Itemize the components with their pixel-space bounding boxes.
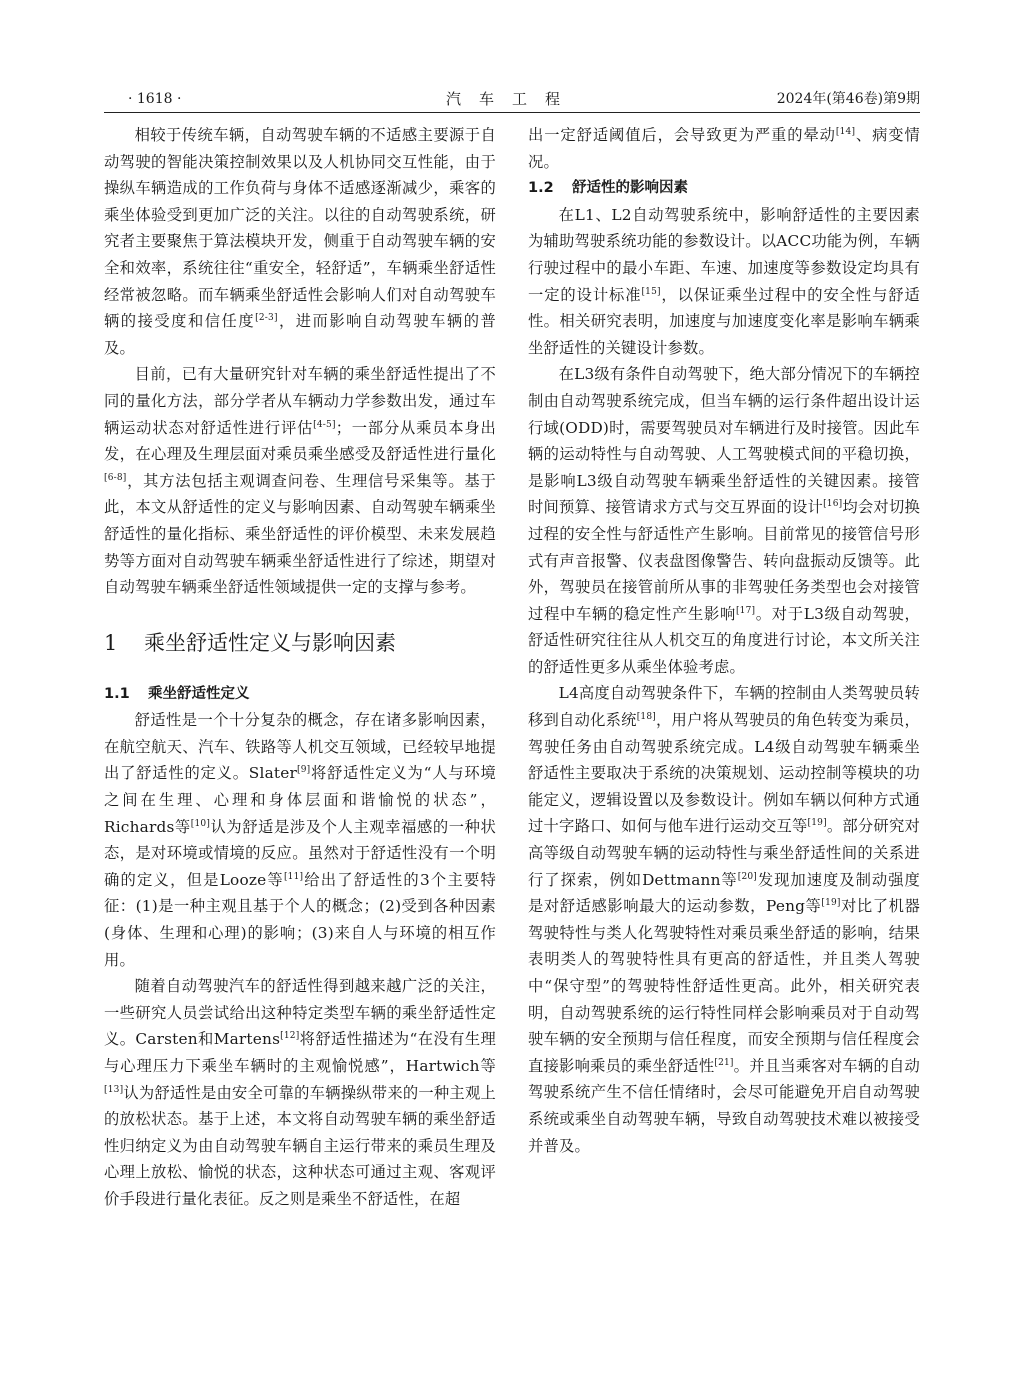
citation[interactable]: [17] xyxy=(735,605,756,616)
paragraph-l3: 在L3级有条件自动驾驶下，绝大部分情况下的车辆控制由自动驾驶系统完成，但当车辆的运行条件超出设计运行域(ODD)时，需要驾驶员对车辆进行及时接管。因此车辆的运动特性与自动驾驶、人工驾驶模式间的平稳切换，是影响L3级自动驾驶车辆乘坐舒适性的关键因素。接管时间预算、接管请求方式与交互界面的设计[16]均会对切换过程的安全性与舒适性产生影响。目前常见的接管信号形式有声音报警、仪表盘图像警告、转向盘振动反馈等。此外，驾驶员在接管前所从事的非驾驶任务类型也会对接管过程中车辆的稳定性产生影响[17]。对于L3级自动驾驶，舒适性研究往往从人机交互的角度进行讨论，本文所关注的舒适性更多从乘坐体验考虑。 xyxy=(528,365,920,676)
paragraph-intro-1: 相较于传统车辆，自动驾驶车辆的不适感主要源于自动驾驶的智能决策控制效果以及人机协同交互性能，由于操纵车辆造成的工作负荷与身体不适感逐渐减少，乘客的乘坐体验受到更加广泛的关注。以往的自动驾驶系统，研究者主要聚焦于算法模块开发，侧重于自动驾驶车辆的安全和效率，系统往往“重安全，轻舒适”，车辆乘坐舒适性经常被忽略。而车辆乘坐舒适性会影响人们对自动驾驶车辆的接受度和信任度[2-3]，进而影响自动驾驶车辆的普及。 xyxy=(104,126,496,357)
paragraph-l4: L4高度自动驾驶条件下，车辆的控制由人类驾驶员转移到自动化系统[18]，用户将从驾驶员的角色转变为乘员，驾驶任务由自动驾驶系统完成。L4级自动驾驶车辆乘坐舒适性主要取决于系统的决策规划、运动控制等模块的功能定义，逻辑设置以及参数设计。例如车辆以何种方式通过十字路口、如何与他车进行运动交互等[19]。部分研究对高等级自动驾驶车辆的运动特性与乘坐舒适性间的关系进行了探索，例如Dettmann等[20]发现加速度及制动强度是对舒适感影响最大的运动参数，Peng等[19]对比了机器驾驶特性与类人化驾驶特性对乘员乘坐舒适的影响，结果表明类人的驾驶特性具有更高的舒适性，并且类人驾驶中“保守型”的驾驶特性舒适性更高。此外，相关研究表明，自动驾驶系统的运行特性同样会影响乘员对于自动驾驶车辆的安全预期与信任程度，而安全预期与信任程度会直接影响乘员的乘坐舒适性[21]。并且当乘客对车辆的自动驾驶系统产生不信任情绪时，会尽可能避免开启自动驾驶系统或乘坐自动驾驶车辆，导致自动驾驶技术难以被接受并普及。 xyxy=(528,684,921,1155)
paragraph-definition-2: 随着自动驾驶汽车的舒适性得到越来越广泛的关注，一些研究人员尝试给出这种特定类型车辆的乘坐舒适性定义。Carsten和Martens[12]将舒适性描述为“在没有生理与心理压力下乘坐车辆时的主观愉悦感”，Hartwich等[13]认为舒适性是由安全可靠的车辆操纵带来的一种主观上的放松状态。基于上述，本文将自动驾驶车辆的乘坐舒适性归纳定义为由自动驾驶车辆自主运行带来的乘员生理及心理上放松、愉悦的状态，这种状态可通过主观、客观评价手段进行量化表征。反之则是乘坐不舒适性，在超 xyxy=(104,977,497,1208)
citation[interactable]: [11] xyxy=(283,871,304,882)
subsection-heading-1-2: 1.2 舒适性的影响因素 xyxy=(528,180,688,197)
citation[interactable]: [6-8] xyxy=(104,472,127,483)
right-column xyxy=(528,122,920,1159)
paragraph-definition-1: 舒适性是一个十分复杂的概念，存在诸多影响因素，在航空航天、汽车、铁路等人机交互领域，已经较早地提出了舒适性的定义。Slater[9]将舒适性定义为“人与环境之间在生理、心理和身体层面和谐愉悦的状态”，Richards等[10]认为舒适是涉及个人主观幸福感的一种状态，是对环境或情境的反应。虽然对于舒适性没有一个明确的定义，但是Looze等[11]给出了舒适性的3个主要特征：(1)是一种主观且基于个人的概念；(2)受到各种因素(身体、生理和心理)的影响；(3)来自人与环境的相互作用。 xyxy=(104,711,496,969)
citation[interactable]: [15] xyxy=(641,286,661,297)
citation[interactable]: [19] xyxy=(807,818,827,829)
left-column xyxy=(104,122,496,1213)
citation[interactable]: [16] xyxy=(823,499,843,510)
paragraph-continued: 出一定舒适阈值后，会导致更为严重的晕动[14]、病变情况。 xyxy=(528,126,920,171)
citation[interactable]: [2-3] xyxy=(255,313,278,324)
citation[interactable]: [4-5] xyxy=(313,419,336,430)
citation[interactable]: [14] xyxy=(835,127,856,137)
citation[interactable]: [21] xyxy=(714,1057,734,1068)
header-rule xyxy=(104,112,920,113)
citation[interactable]: [13] xyxy=(104,1084,124,1095)
section-heading-1: 1 乘坐舒适性定义与影响因素 xyxy=(104,630,396,655)
citation[interactable]: [18] xyxy=(636,712,656,723)
page-number: · 1618 · xyxy=(128,91,182,107)
citation[interactable]: [9] xyxy=(297,765,311,776)
subsection-heading-1-1: 1.1 乘坐舒适性定义 xyxy=(104,685,250,702)
journal-title: 汽车工程 xyxy=(445,90,578,108)
citation[interactable]: [10] xyxy=(190,818,211,829)
issue-info: 2024年(第46卷)第9期 xyxy=(776,91,920,107)
paragraph-intro-2: 目前，已有大量研究针对车辆的乘坐舒适性提出了不同的量化方法，部分学者从车辆动力学参数出发，通过车辆运动状态对舒适性进行评估[4-5]；一部分从乘员本身出发，在心理及生理层面对乘员乘坐感受及舒适性进行量化[6-8]，其方法包括主观调查问卷、生理信号采集等。基于此，本文从舒适性的定义与影响因素、自动驾驶车辆乘坐舒适性的量化指标、乘坐舒适性的评价模型、未来发展趋势等方面对自动驾驶车辆乘坐舒适性进行了综述，期望对自动驾驶车辆乘坐舒适性领域提供一定的支撑与参考。 xyxy=(104,365,496,597)
citation[interactable]: [12] xyxy=(280,1031,300,1042)
running-header xyxy=(104,86,920,112)
citation[interactable]: [20] xyxy=(737,871,758,882)
citation[interactable]: [19] xyxy=(821,898,841,909)
paragraph-l1-l2: 在L1、L2自动驾驶系统中，影响舒适性的主要因素为辅助驾驶系统功能的参数设计。以ACC功能为例，车辆行驶过程中的最小车距、车速、加速度等参数设定均具有一定的设计标准[15]，以保证乘坐过程中的安全性与舒适性。相关研究表明，加速度与加速度变化率是影响车辆乘坐舒适性的关键设计参数。 xyxy=(528,205,920,357)
